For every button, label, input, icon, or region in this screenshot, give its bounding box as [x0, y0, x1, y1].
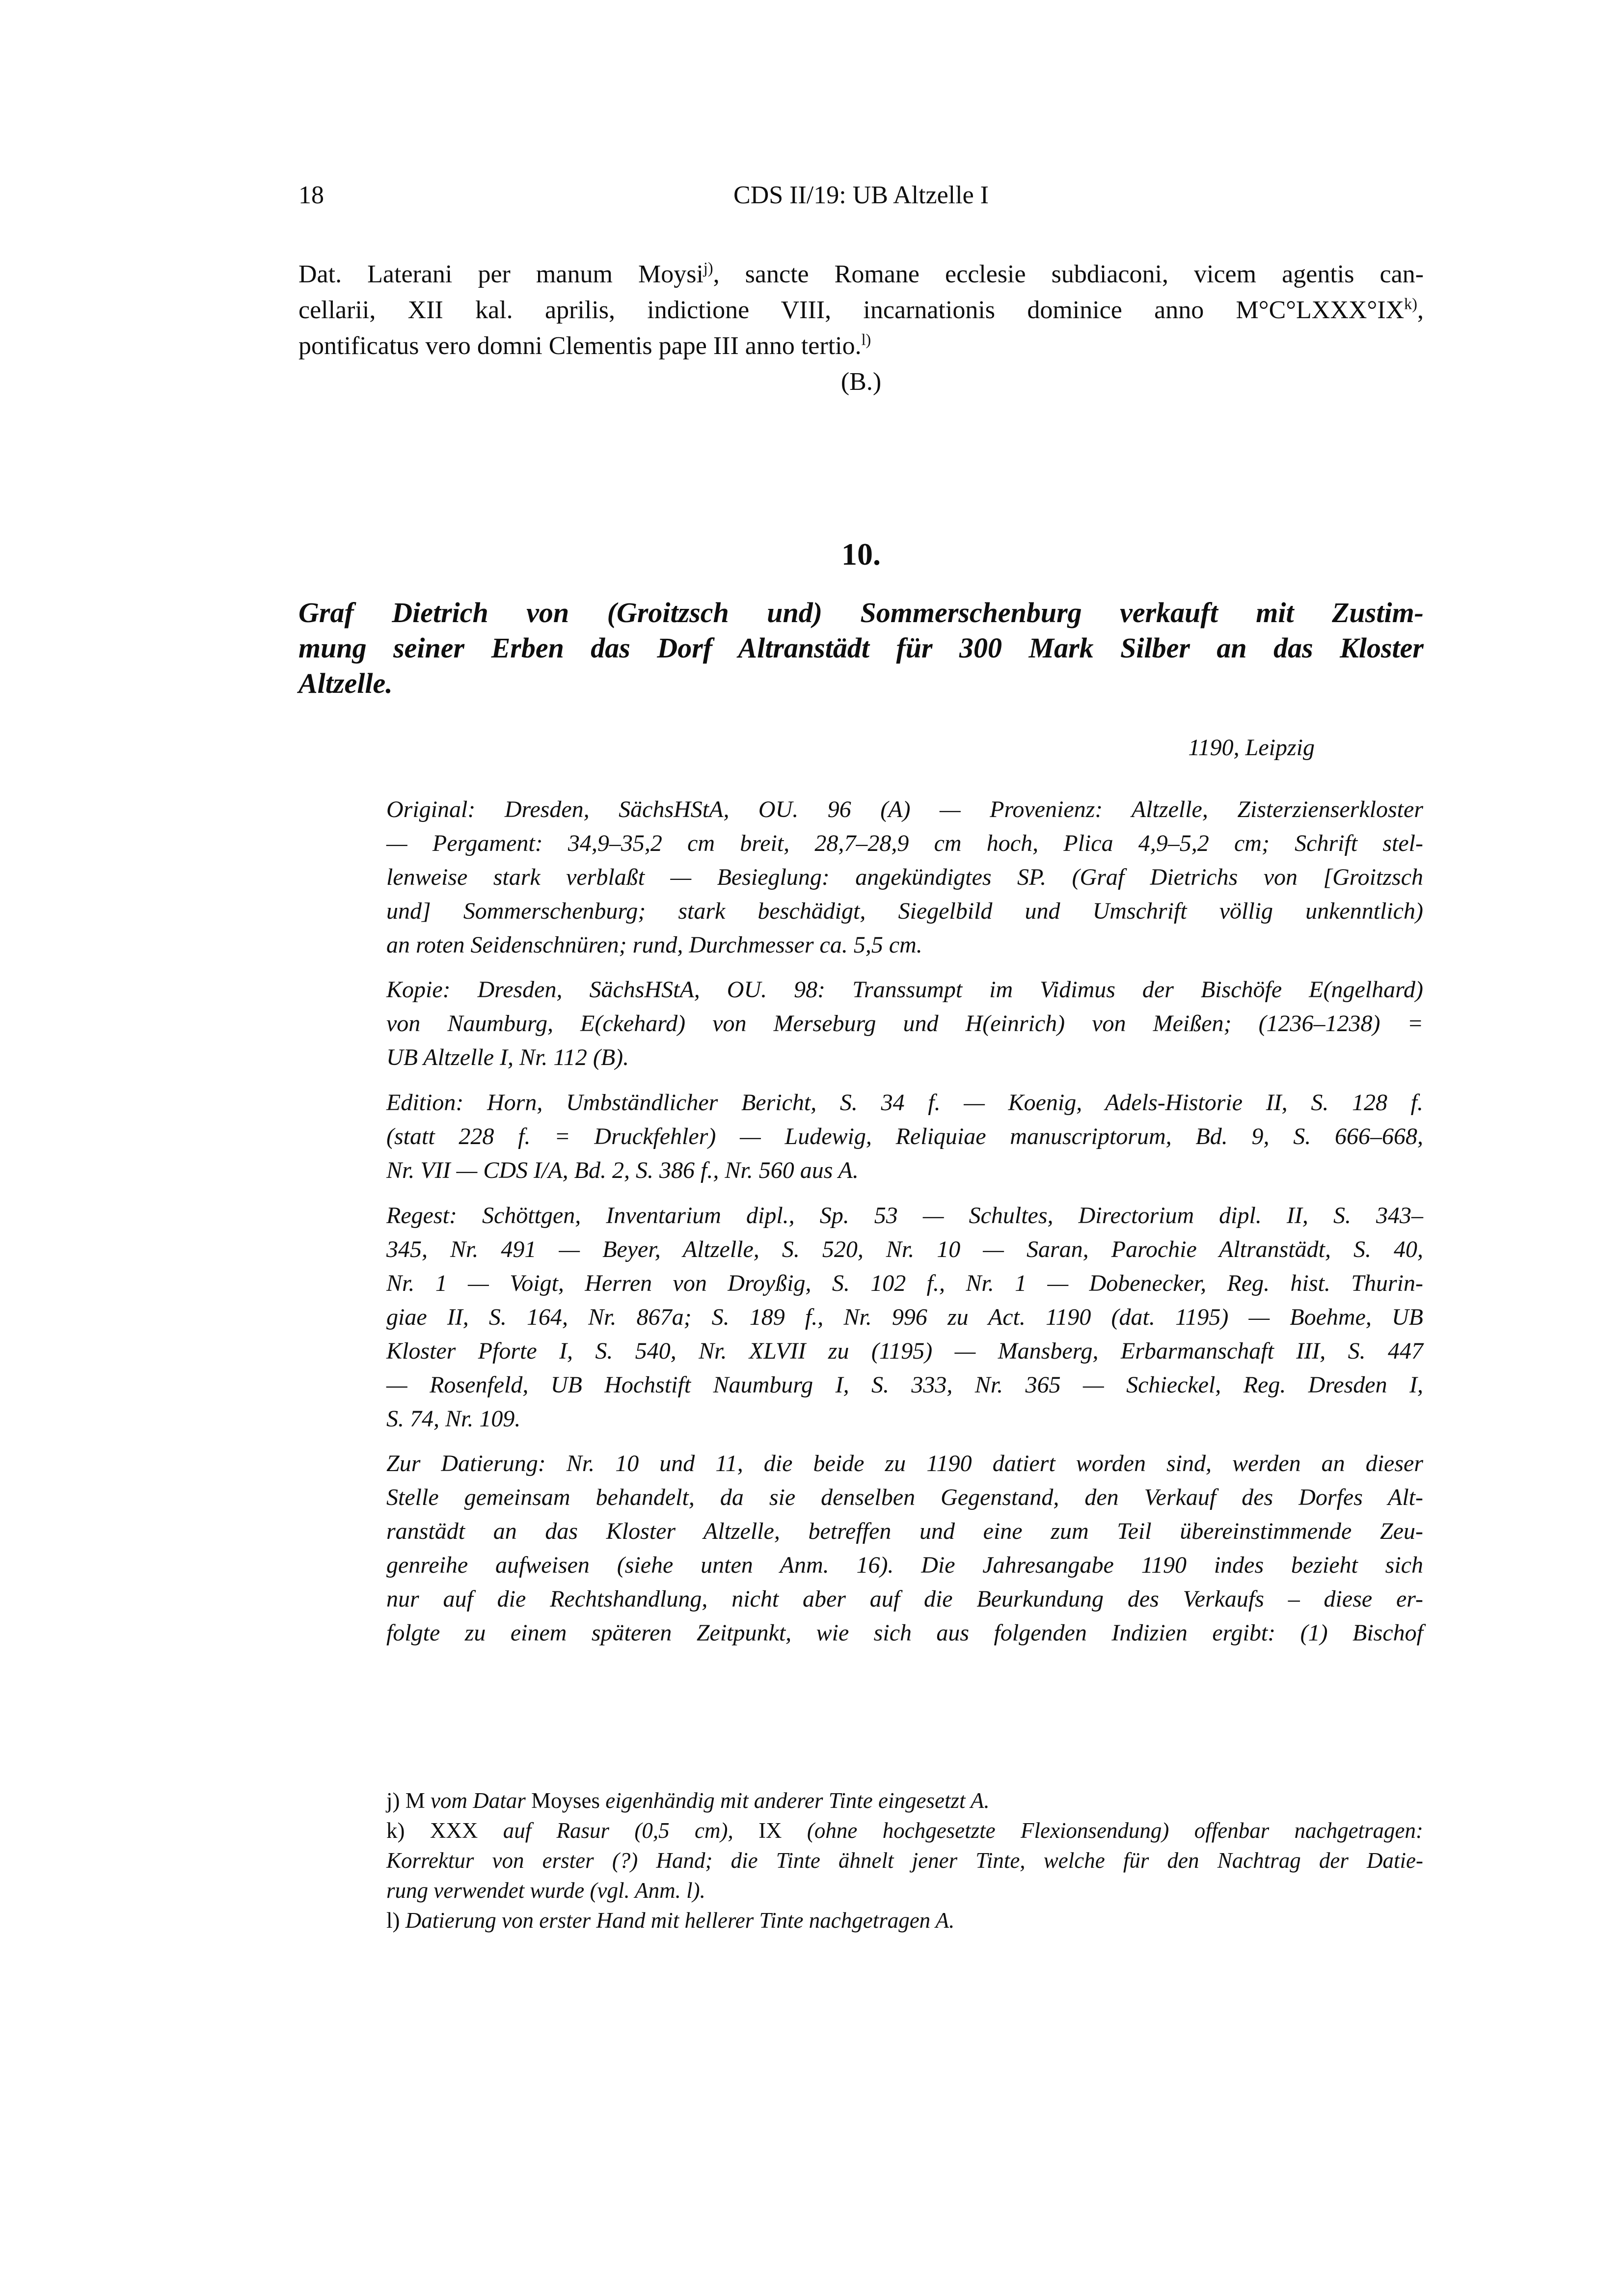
text-line: [386, 928, 1423, 962]
text-line: [386, 1906, 1423, 1936]
running-header: CDS II/19: UB Altzelle I: [733, 181, 989, 209]
text-segment: giae II, S. 164, Nr. 867a; S. 189 f., Nr. 996 zu Act. 1190 (dat. 1195) — Boehme, UB: [386, 1304, 1423, 1330]
text-segment: pontificatus vero domni Clementis pape III anno tertio.: [298, 332, 862, 360]
text-line: [298, 328, 1424, 364]
text-segment: — Rosenfeld, UB Hochstift Naumburg I, S. 333, Nr. 365 — Schieckel, Reg. Dresden I,: [386, 1372, 1423, 1398]
apparatus-edition: [386, 1086, 1423, 1187]
footnote-k: [386, 1816, 1423, 1906]
text-segment: mung seiner Erben das Dorf Altranstädt für 300 Mark Silber an das Kloster: [298, 632, 1424, 664]
text-line: [386, 1876, 1423, 1906]
charter-number-heading: 10.: [841, 537, 881, 572]
text-line: [298, 666, 1424, 701]
text-segment: Korrektur von erster (?) Hand; die Tinte ähnelt jener Tinte, welche für den Nachtrag der Datie-: [386, 1848, 1423, 1873]
text-segment: Kopie: Dresden, SächsHStA, OU. 98: Transsumpt im Vidimus der Bischöfe E(ngelhard): [386, 977, 1423, 1003]
text-segment: (ohne hochgesetzte Flexionsendung) offenbar nachgetragen:: [807, 1818, 1424, 1843]
text-line: [386, 1480, 1423, 1514]
text-segment: auf Rasur (0,5 cm),: [503, 1818, 759, 1843]
text-line: [386, 1300, 1423, 1334]
text-segment: ranstädt an das Kloster Altzelle, betreffen und eine zum Teil übereinstimmende Zeu-: [386, 1518, 1423, 1544]
text-segment: Nr. 1 — Voigt, Herren von Droyßig, S. 102 f., Nr. 1 — Dobenecker, Reg. hist. Thurin-: [386, 1270, 1423, 1296]
text-line: [386, 1582, 1423, 1616]
text-segment: lenweise stark verblaßt — Besieglung: angekündigtes SP. (Graf Dietrichs von [Groitzsch: [386, 864, 1423, 890]
text-line: [386, 1040, 1423, 1074]
text-segment: UB Altzelle I, Nr. 112 (B).: [386, 1044, 629, 1070]
text-line: [386, 1368, 1423, 1402]
text-segment: Edition: Horn, Umbständlicher Bericht, S. 34 f. — Koenig, Adels-Historie II, S. 128 f.: [386, 1090, 1423, 1116]
text-segment: Graf Dietrich von (Groitzsch und) Sommerschenburg verkauft mit Zustim-: [298, 597, 1424, 629]
text-segment: folgte zu einem späteren Zeitpunkt, wie sich aus folgenden Indizien ergibt: (1) Bischof: [386, 1620, 1423, 1646]
text-segment: k) XXX: [386, 1818, 503, 1843]
text-segment: Datierung von erster Hand mit hellerer Tinte nachgetragen A.: [405, 1908, 955, 1933]
apparatus-regest: [386, 1199, 1423, 1436]
text-line: [386, 1402, 1423, 1436]
text-segment: genreihe aufweisen (siehe unten Anm. 16). Die Jahresangabe 1190 indes bezieht sich: [386, 1552, 1423, 1578]
text-segment: und] Sommerschenburg; stark beschädigt, Siegelbild und Umschrift völlig unkenntlich): [386, 898, 1423, 924]
footnote-j: [386, 1786, 1423, 1816]
text-line: [386, 1548, 1423, 1582]
text-line: [386, 1199, 1423, 1232]
text-segment: (statt 228 f. = Druckfehler) — Ludewig, Reliquiae manuscriptorum, Bd. 9, S. 666–668,: [386, 1123, 1423, 1149]
text-segment: rung verwendet wurde (vgl. Anm. l).: [386, 1878, 705, 1903]
footnote-l: [386, 1906, 1423, 1936]
text-segment: Dat. Laterani per manum Moysi: [298, 260, 703, 288]
footnote-ref: l): [861, 330, 871, 349]
text-line: [386, 860, 1423, 894]
text-segment: Altzelle.: [298, 667, 393, 699]
text-segment: j) M: [386, 1788, 431, 1813]
text-segment: l): [386, 1908, 406, 1933]
text-line: [386, 973, 1423, 1007]
text-segment: nur auf die Rechtshandlung, nicht aber auf die Beurkundung des Verkaufs – diese er-: [386, 1586, 1423, 1612]
text-line: [298, 630, 1424, 666]
text-segment: cellarii, XII kal. aprilis, indictione VIII, incarnationis dominice anno M°C°LXXX°IX: [298, 296, 1405, 324]
text-line: [386, 1153, 1423, 1187]
text-line: [386, 1846, 1423, 1876]
charter-date-place: 1190, Leipzig: [1188, 735, 1315, 761]
text-line: [386, 1616, 1423, 1650]
text-segment: ,: [1417, 296, 1424, 324]
text-line: [298, 256, 1424, 292]
text-line: [386, 1447, 1423, 1480]
footnote-block: [386, 1786, 1423, 1936]
page-number: 18: [298, 181, 324, 209]
text-segment: Kloster Pforte I, S. 540, Nr. XLVII zu (1195) — Mansberg, Erbarmanschaft III, S. 447: [386, 1338, 1423, 1364]
text-segment: Zur Datierung: Nr. 10 und 11, die beide zu 1190 datiert worden sind, werden an dieser: [386, 1450, 1423, 1476]
text-line: [386, 793, 1423, 826]
text-segment: S. 74, Nr. 109.: [386, 1406, 521, 1432]
apparatus-zur-datierung: [386, 1447, 1423, 1650]
text-segment: 345, Nr. 491 — Beyer, Altzelle, S. 520, Nr. 10 — Saran, Parochie Altranstädt, S. 40,: [386, 1236, 1423, 1262]
text-line: [386, 1086, 1423, 1120]
charter-headline: [298, 595, 1424, 701]
apparatus-original: [386, 793, 1423, 962]
text-segment: an roten Seidenschnüren; rund, Durchmesser ca. 5,5 cm.: [386, 932, 922, 958]
text-line: [298, 595, 1424, 630]
previous-charter-dating-paragraph: [298, 256, 1424, 364]
text-line: [298, 292, 1424, 328]
text-segment: — Pergament: 34,9–35,2 cm breit, 28,7–28,9 cm hoch, Plica 4,9–5,2 cm; Schrift stel-: [386, 830, 1423, 856]
text-line: [386, 826, 1423, 860]
text-segment: Original: Dresden, SächsHStA, OU. 96 (A) — Provenienz: Altzelle, Zisterzienserkloster: [386, 796, 1423, 822]
text-line: [386, 1232, 1423, 1266]
text-line: [386, 1334, 1423, 1368]
text-line: [386, 1816, 1423, 1846]
text-line: [386, 894, 1423, 928]
text-line: [386, 1786, 1423, 1816]
footnote-ref: k): [1404, 295, 1417, 313]
text-line: [386, 1007, 1423, 1040]
text-segment: Moyses: [531, 1788, 606, 1813]
text-segment: vom Datar: [431, 1788, 531, 1813]
text-segment: von Naumburg, E(ckehard) von Merseburg und H(einrich) von Meißen; (1236–1238) =: [386, 1011, 1423, 1037]
running-head-row: [298, 181, 1424, 210]
text-segment: Stelle gemeinsam behandelt, da sie denselben Gegenstand, den Verkauf des Dorfes Alt-: [386, 1484, 1423, 1510]
text-line: [386, 1120, 1423, 1153]
text-segment: Regest: Schöttgen, Inventarium dipl., Sp. 53 — Schultes, Directorium dipl. II, S. 343–: [386, 1203, 1423, 1229]
apparatus-kopie: [386, 973, 1423, 1074]
text-segment: , sancte Romane ecclesie subdiaconi, vicem agentis can-: [713, 260, 1424, 288]
text-line: [386, 1514, 1423, 1548]
copy-source-note: (B.): [840, 368, 882, 396]
footnote-ref: j): [703, 259, 713, 277]
text-line: [386, 1266, 1423, 1300]
text-segment: Nr. VII — CDS I/A, Bd. 2, S. 386 f., Nr. 560 aus A.: [386, 1157, 859, 1183]
text-segment: IX: [758, 1818, 807, 1843]
text-segment: eigenhändig mit anderer Tinte eingesetzt A.: [605, 1788, 990, 1813]
